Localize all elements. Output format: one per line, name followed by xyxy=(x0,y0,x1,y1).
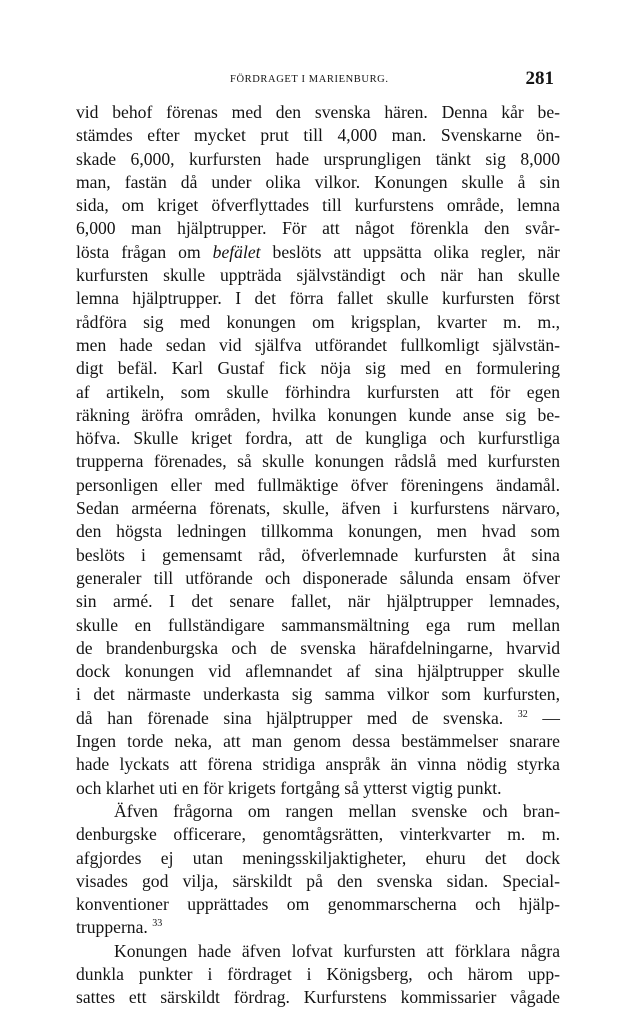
text-line: dunkla punkter i fördraget i Königsberg, och härom upp- xyxy=(76,963,560,984)
text-line: beslöts i gemensamt råd, öfverlemnade kurfursten åt sina xyxy=(76,544,560,565)
text-line: lemna hjälptrupper. I det förra fallet skulle kurfursten först xyxy=(76,288,560,309)
text-line: af artikeln, som skulle förhindra kurfursten att för egen xyxy=(76,381,560,402)
text-line: man, fastän då under olika vilkor. Konungen skulle å sin xyxy=(76,171,560,192)
page-number: 281 xyxy=(525,68,554,89)
footnote-ref-32[interactable]: 32 xyxy=(517,708,528,720)
text-line: i det närmaste underkasta sig samma vilkor som kurfursten, xyxy=(76,684,560,705)
text-line: vid behof förenas med den svenska hären. Denna kår be- xyxy=(76,102,560,122)
text-line: hade lyckats att förena stridiga anspråk än vinna nödig styrka xyxy=(76,754,560,775)
text-line: dock konungen vid aflemnandet af sina hjälptrupper skulle xyxy=(76,661,560,682)
text-line: denburgske officerare, genomtågsrätten, vinterkvarter m. m. xyxy=(76,824,560,845)
text-line: lösta frågan om befälet beslöts att uppsätta olika regler, när xyxy=(76,241,560,262)
text-line: konventioner upprättades om genommarscherna och hjälp- xyxy=(76,894,560,915)
text-line: afgjordes ej utan meningsskiljaktigheter, ehuru det dock xyxy=(76,847,560,868)
text-line: generaler till utförande och disponerade sålunda ensam öfver xyxy=(76,567,560,588)
text-line: 6,000 man hjälptrupper. För att något förenkla den svår- xyxy=(76,218,560,239)
emphasis-befalet: befälet xyxy=(212,241,261,262)
text-line: digt befäl. Karl Gustaf fick nöja sig med en formulering xyxy=(76,358,560,379)
text-line: sin armé. I det senare fallet, när hjälptrupper lemnades, xyxy=(76,591,560,612)
text-line: räkning äröfra områden, hvilka konungen kunde anse sig be- xyxy=(76,404,560,425)
text-line: trupperna. $^{33}$ xyxy=(76,917,163,938)
text-line: trupperna förenades, så skulle konungen rådslå med kurfursten xyxy=(76,451,560,472)
body-text xyxy=(76,101,560,1010)
text-line: sida, om kriget öfverflyttades till kurfurstens område, lemna xyxy=(76,195,560,216)
text-line: stämdes efter mycket prut till 4,000 man. Svenskarne ön- xyxy=(76,125,560,146)
text-line: personligen eller med fullmäktige öfver föreningens ändamål. xyxy=(76,474,560,495)
text-line: Ingen torde neka, att man genom dessa bestämmelser snarare xyxy=(76,731,560,752)
text-line: visades god vilja, särskildt på den svenska sidan. Special- xyxy=(76,870,560,891)
text-line: Äfven frågorna om rangen mellan svenske och bran- xyxy=(114,800,560,821)
page-header xyxy=(76,68,556,90)
text-line: skulle en fullständigare sammansmältning ega rum mellan xyxy=(76,614,560,635)
text-line: då han förenade sina hjälptrupper med de svenska. $^{32}$ — xyxy=(76,707,560,728)
text-line: Konungen hade äfven lofvat kurfursten att förklara några xyxy=(114,940,560,961)
text-line: kurfursten skulle uppträda självständigt och när han skulle xyxy=(76,265,560,286)
text-line: den högsta ledningen tillkomma konungen, men hvad som xyxy=(76,521,560,542)
text-line: de brandenburgska och de svenska härafdelningarne, hvarvid xyxy=(76,637,560,658)
footnote-ref-33[interactable]: 33 xyxy=(152,918,163,930)
text-line: rådföra sig med konungen om krigsplan, kvarter m. m., xyxy=(76,311,560,332)
text-line: och klarhet uti en för krigets fortgång så ytterst vigtig punkt. xyxy=(76,777,502,798)
text-line: men hade sedan vid själfva utförandet fullkomligt självstän- xyxy=(76,334,560,355)
text-line: sattes ett särskildt fördrag. Kurfurstens kommissarier vågade xyxy=(76,987,560,1008)
text-line: Sedan arméerna förenats, skulle, äfven i kurfurstens närvaro, xyxy=(76,498,560,519)
text-line: skade 6,000, kurfursten hade ursprungligen tänkt sig 8,000 xyxy=(76,148,560,169)
text-line: höfva. Skulle kriget fordra, att de kungliga och kurfurstliga xyxy=(76,428,560,449)
running-title: FÖRDRAGET I MARIENBURG. xyxy=(230,74,389,85)
